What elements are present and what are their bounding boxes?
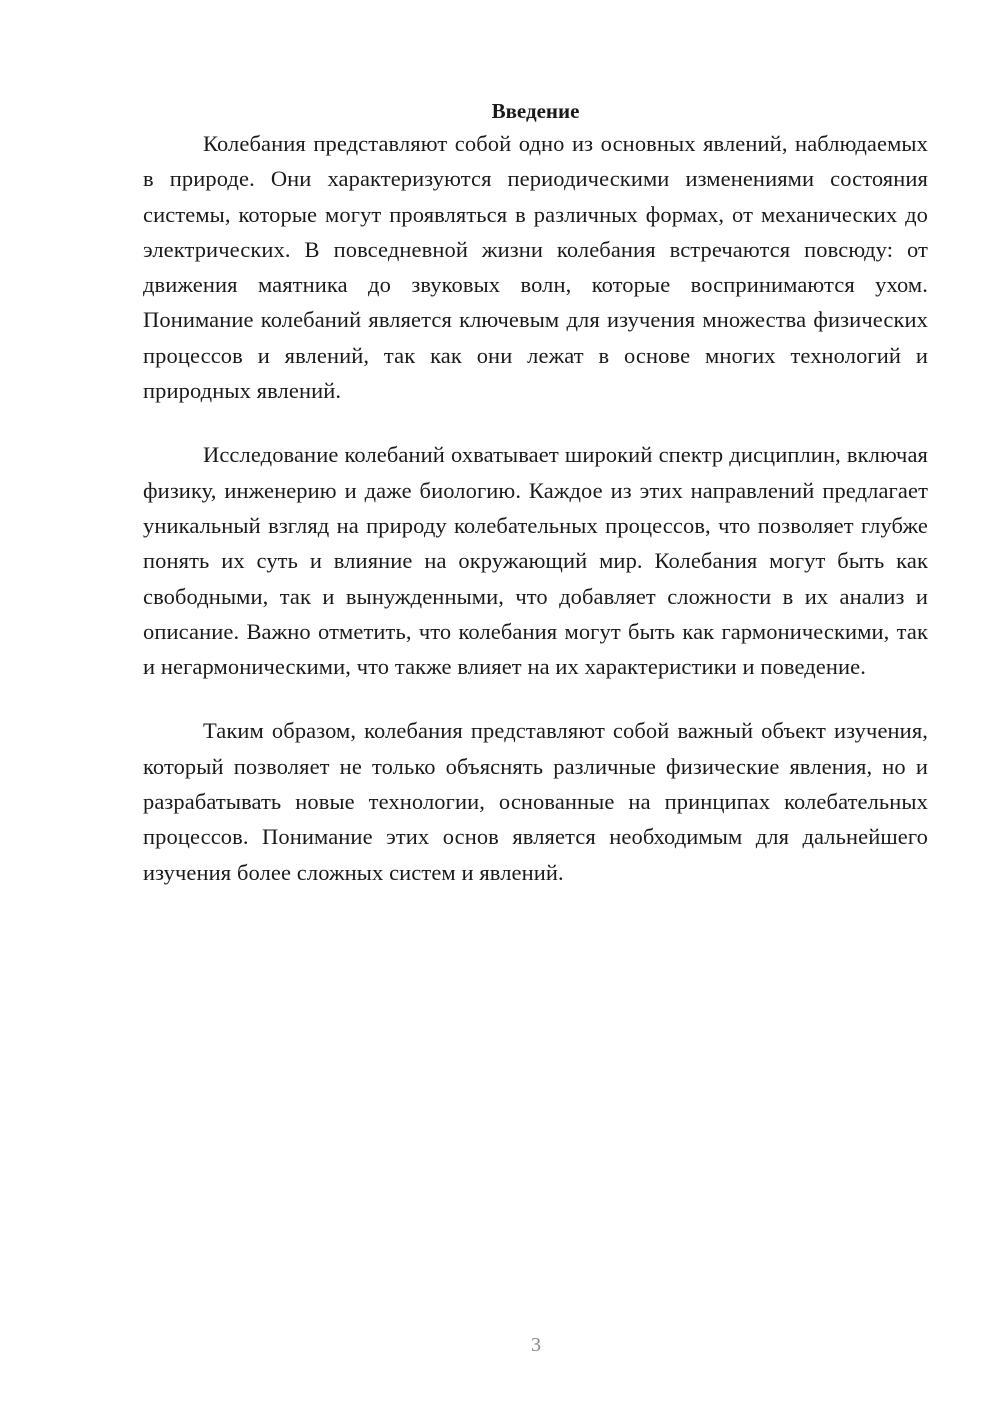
- paragraph-1: Колебания представляют собой одно из основных явлений, наблюдаемых в природе. Они характеризуются периодическими изменениями состояния системы, которые могут проявляться в различных формах, от механических до электрических. В повседневной жизни колебания встречаются повсюду: от движения маятника до звуковых волн, которые воспринимаются ухом. Понимание колебаний является ключевым для изучения множества физических процессов и явлений, так как они лежат в основе многих технологий и природных явлений.: [143, 131, 928, 404]
- page-content: [143, 96, 928, 890]
- section-heading: Введение: [491, 99, 580, 123]
- paragraph-3: Таким образом, колебания представляют собой важный объект изучения, который позволяет не только объяснять различные физические явления, но и разрабатывать новые технологии, основанные на принципах колебательных процессов. Понимание этих основ является необходимым для дальнейшего изучения более сложных систем и явлений.: [143, 718, 928, 885]
- page-number: 3: [531, 1334, 541, 1356]
- paragraph-2: Исследование колебаний охватывает широкий спектр дисциплин, включая физику, инженерию и даже биологию. Каждое из этих направлений предлагает уникальный взгляд на природу колебательных процессов, что позволяет глубже понять их суть и влияние на окружающий мир. Колебания могут быть как свободными, так и вынужденными, что добавляет сложности в их анализ и описание. Важно отметить, что колебания могут быть как гармоническими, так и негармоническими, что также влияет на их характеристики и поведение.: [143, 442, 928, 680]
